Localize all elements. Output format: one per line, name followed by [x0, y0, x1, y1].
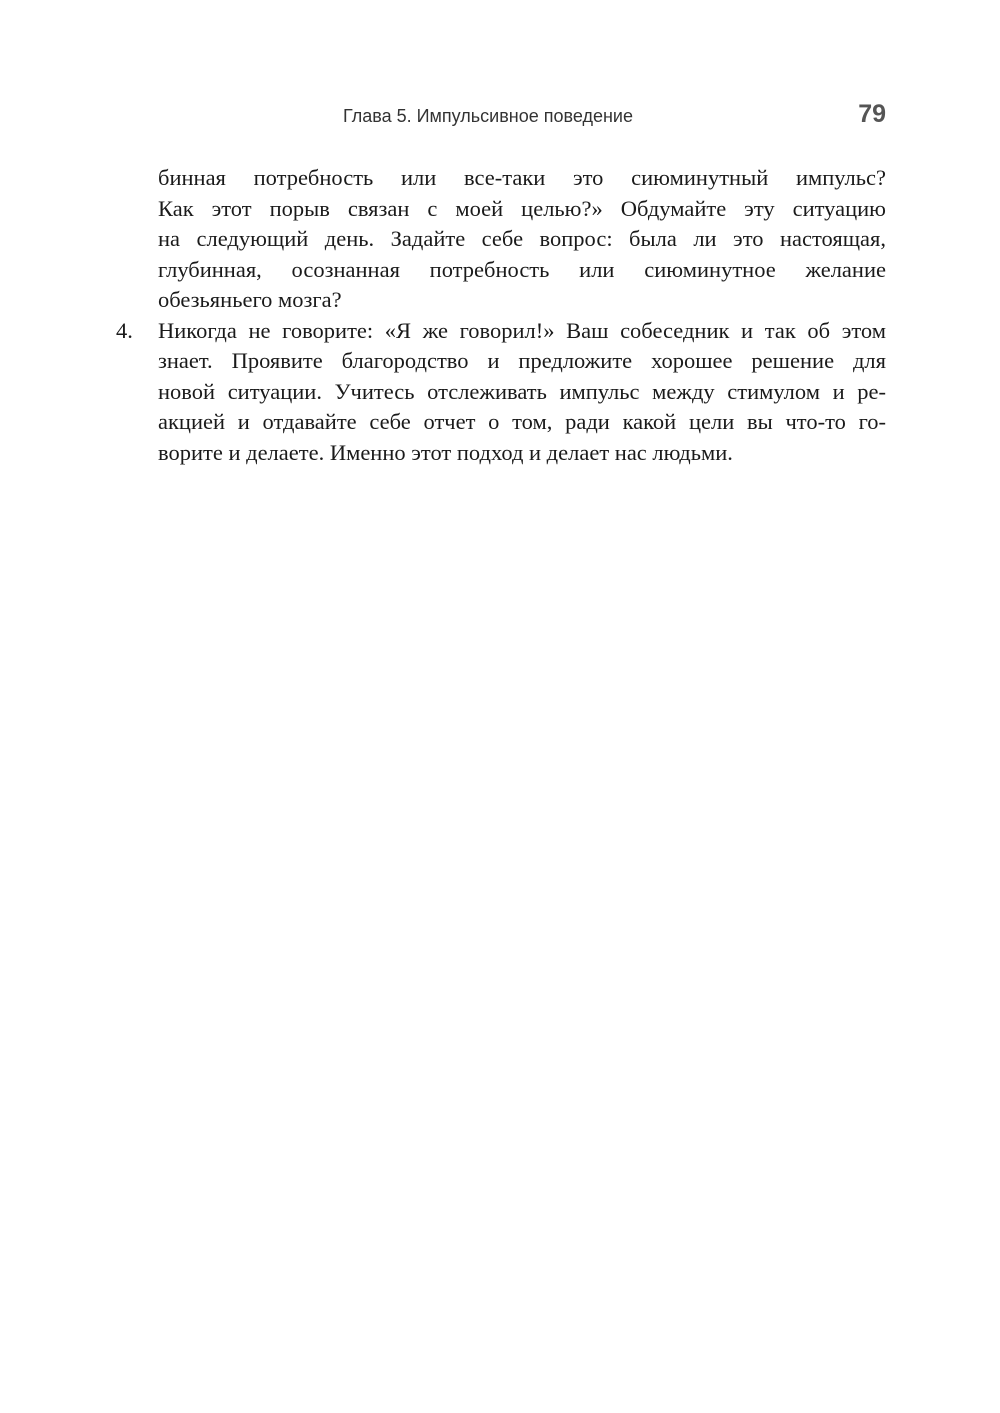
text-line: знает. Проявите благородство и предложите хорошее решение для — [158, 348, 886, 373]
text-line: на следующий день. Задайте себе вопрос: была ли это настоящая, — [158, 226, 886, 251]
list-item-continuation — [158, 163, 886, 316]
list-item-4 — [116, 316, 886, 469]
text-line: Как этот порыв связан с моей целью?» Обдумайте эту ситуацию — [158, 195, 886, 221]
chapter-title: Глава 5. Импульсивное поведение — [342, 106, 633, 126]
text-line: акцией и отдавайте себе отчет о том, ради какой цели вы что-то го- — [158, 409, 886, 434]
running-head — [158, 98, 886, 138]
text-line: Никогда не говорите: «Я же говорил!» Ваш собеседник и так об этом — [158, 317, 886, 343]
body-text — [116, 163, 886, 468]
page-number: 79 — [858, 100, 886, 128]
text-line: глубинная, осознанная потребность или сиюминутное желание — [158, 256, 886, 282]
list-item-number: 4. — [116, 317, 133, 343]
text-line: обезьяньего мозга? — [158, 287, 342, 312]
text-line: бинная потребность или все-таки это сиюминутный импульс? — [158, 165, 886, 190]
text-line: ворите и делаете. Именно этот подход и делает нас людьми. — [158, 439, 733, 465]
text-line: новой ситуации. Учитесь отслеживать импульс между стимулом и ре- — [158, 378, 886, 404]
